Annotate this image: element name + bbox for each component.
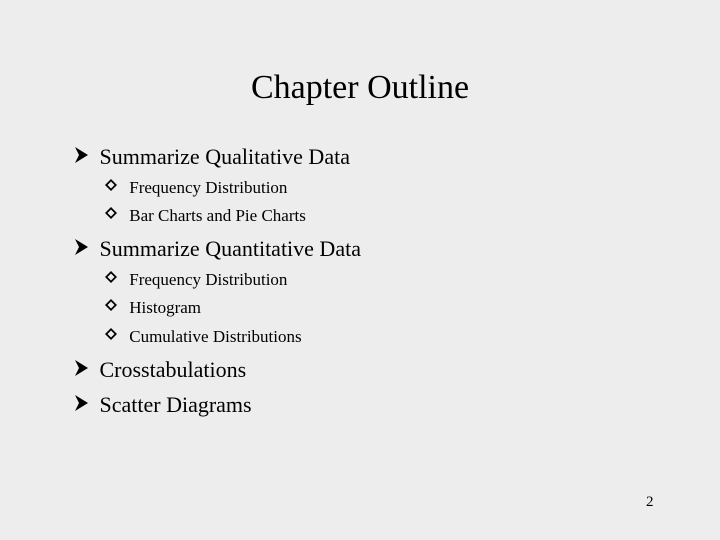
outline-item-summarize-qualitative — [74, 143, 350, 173]
arrow-bullet-icon — [74, 237, 94, 265]
arrow-bullet-icon — [74, 145, 94, 173]
page-number: 2 — [646, 494, 654, 510]
outline-subitem-frequency-distribution — [104, 177, 287, 200]
outline-subitem-frequency-distribution — [104, 269, 287, 292]
slide-title: Chapter Outline — [250, 69, 470, 106]
outline-subitem-label: Histogram — [129, 298, 202, 317]
diamond-bullet-icon — [104, 206, 125, 228]
arrow-bullet-icon — [74, 358, 94, 386]
outline-item-crosstabulations — [74, 356, 246, 386]
diamond-bullet-icon — [104, 298, 125, 320]
outline-subitem-label: Frequency Distribution — [129, 270, 288, 289]
outline-item-scatter-diagrams — [74, 391, 252, 421]
outline-item-label: Summarize Quantitative Data — [99, 236, 361, 261]
outline-subitem-cumulative-distributions — [104, 326, 302, 349]
outline-item-label: Scatter Diagrams — [99, 392, 252, 417]
outline-item-label: Summarize Qualitative Data — [99, 144, 350, 169]
outline-subitem-label: Frequency Distribution — [129, 178, 288, 197]
outline-item-label: Crosstabulations — [99, 357, 247, 382]
outline-subitem-histogram — [104, 297, 201, 320]
outline-item-summarize-quantitative — [74, 235, 361, 265]
diamond-bullet-icon — [104, 178, 125, 200]
outline-subitem-label: Cumulative Distributions — [129, 327, 302, 346]
outline-subitem-bar-pie-charts — [104, 205, 306, 228]
arrow-bullet-icon — [74, 393, 94, 421]
diamond-bullet-icon — [104, 270, 125, 292]
outline-subitem-label: Bar Charts and Pie Charts — [129, 206, 306, 225]
diamond-bullet-icon — [104, 327, 125, 349]
